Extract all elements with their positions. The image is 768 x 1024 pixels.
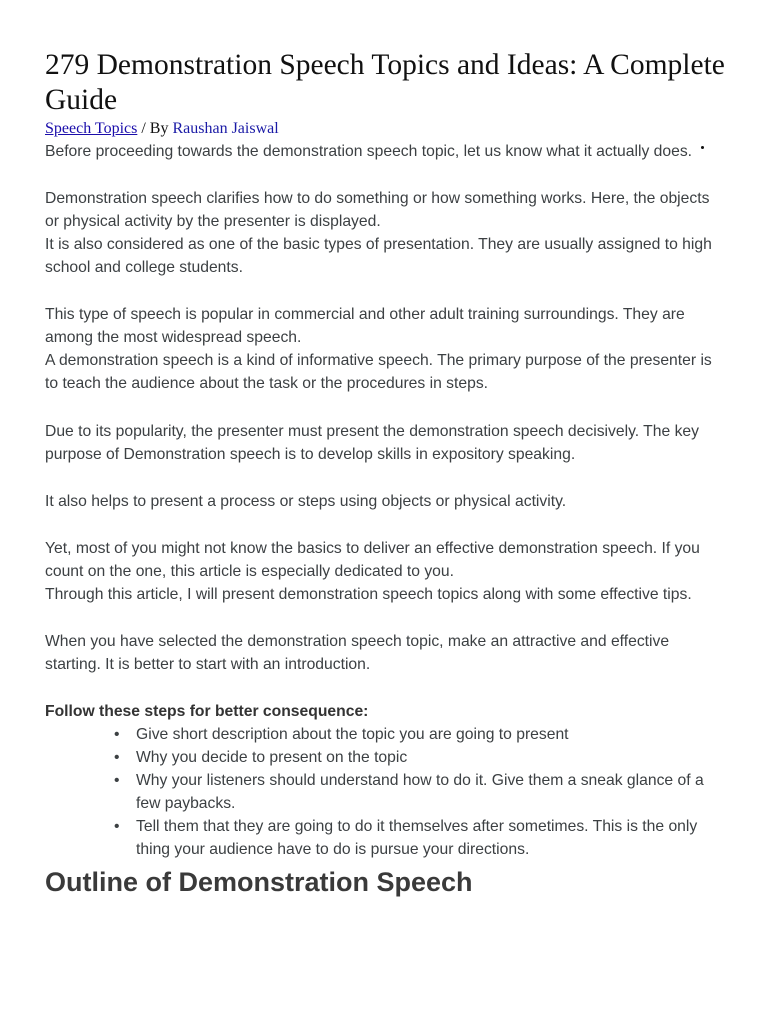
paragraph: It is also considered as one of the basic types of presentation. They are usually assigned to high school and college students.: [45, 236, 712, 276]
list-item: [45, 723, 725, 746]
paragraph: Yet, most of you might not know the basics to deliver an effective demonstration speech. If you count on the one, this article is especially dedicated to you.: [45, 540, 700, 580]
list-item-text: Why your listeners should understand how to do it. Give them a sneak glance of a few paybacks.: [136, 772, 704, 812]
bullet-icon: •: [114, 772, 120, 789]
article: [45, 48, 725, 900]
article-body: [45, 140, 725, 861]
category-link[interactable]: Speech Topics: [45, 120, 138, 137]
steps-heading: Follow these steps for better consequence:: [45, 703, 369, 720]
stray-dot: [701, 146, 704, 149]
bullet-icon: •: [114, 726, 120, 743]
paragraph: Due to its popularity, the presenter must present the demonstration speech decisively. The key purpose of Demonstration speech is to develop skills in expository speaking.: [45, 423, 699, 463]
byline: [45, 118, 725, 140]
list-item-text: Why you decide to present on the topic: [136, 749, 408, 766]
bullet-icon: •: [114, 818, 120, 835]
list-item-text: Give short description about the topic you are going to present: [136, 726, 569, 743]
list-item: [45, 746, 725, 769]
paragraph: Demonstration speech clarifies how to do something or how something works. Here, the objects or physical activity by the presenter is displayed.: [45, 190, 710, 230]
steps-list: [45, 723, 725, 861]
paragraph: A demonstration speech is a kind of informative speech. The primary purpose of the presenter is to teach the audience about the task or the procedures in steps.: [45, 352, 712, 392]
list-item: [45, 815, 725, 861]
paragraph: Before proceeding towards the demonstration speech topic, let us know what it actually does.: [45, 143, 693, 160]
bullet-icon: •: [114, 749, 120, 766]
article-title: 279 Demonstration Speech Topics and Ideas: A Complete Guide: [45, 49, 725, 116]
list-item: [45, 769, 725, 815]
paragraph: Through this article, I will present demonstration speech topics along with some effective tips.: [45, 586, 692, 603]
section-heading: Outline of Demonstration Speech: [45, 867, 473, 897]
list-item-text: Tell them that they are going to do it themselves after sometimes. This is the only thing your audience have to do is pursue your directions.: [136, 818, 698, 858]
author-link[interactable]: Raushan Jaiswal: [172, 120, 279, 137]
paragraph: This type of speech is popular in commercial and other adult training surroundings. They are among the most widespread speech.: [45, 306, 685, 346]
byline-separator: / By: [137, 120, 173, 137]
paragraph: It also helps to present a process or steps using objects or physical activity.: [45, 493, 567, 510]
paragraph: When you have selected the demonstration speech topic, make an attractive and effective starting. It is better to start with an introduction.: [45, 633, 670, 673]
